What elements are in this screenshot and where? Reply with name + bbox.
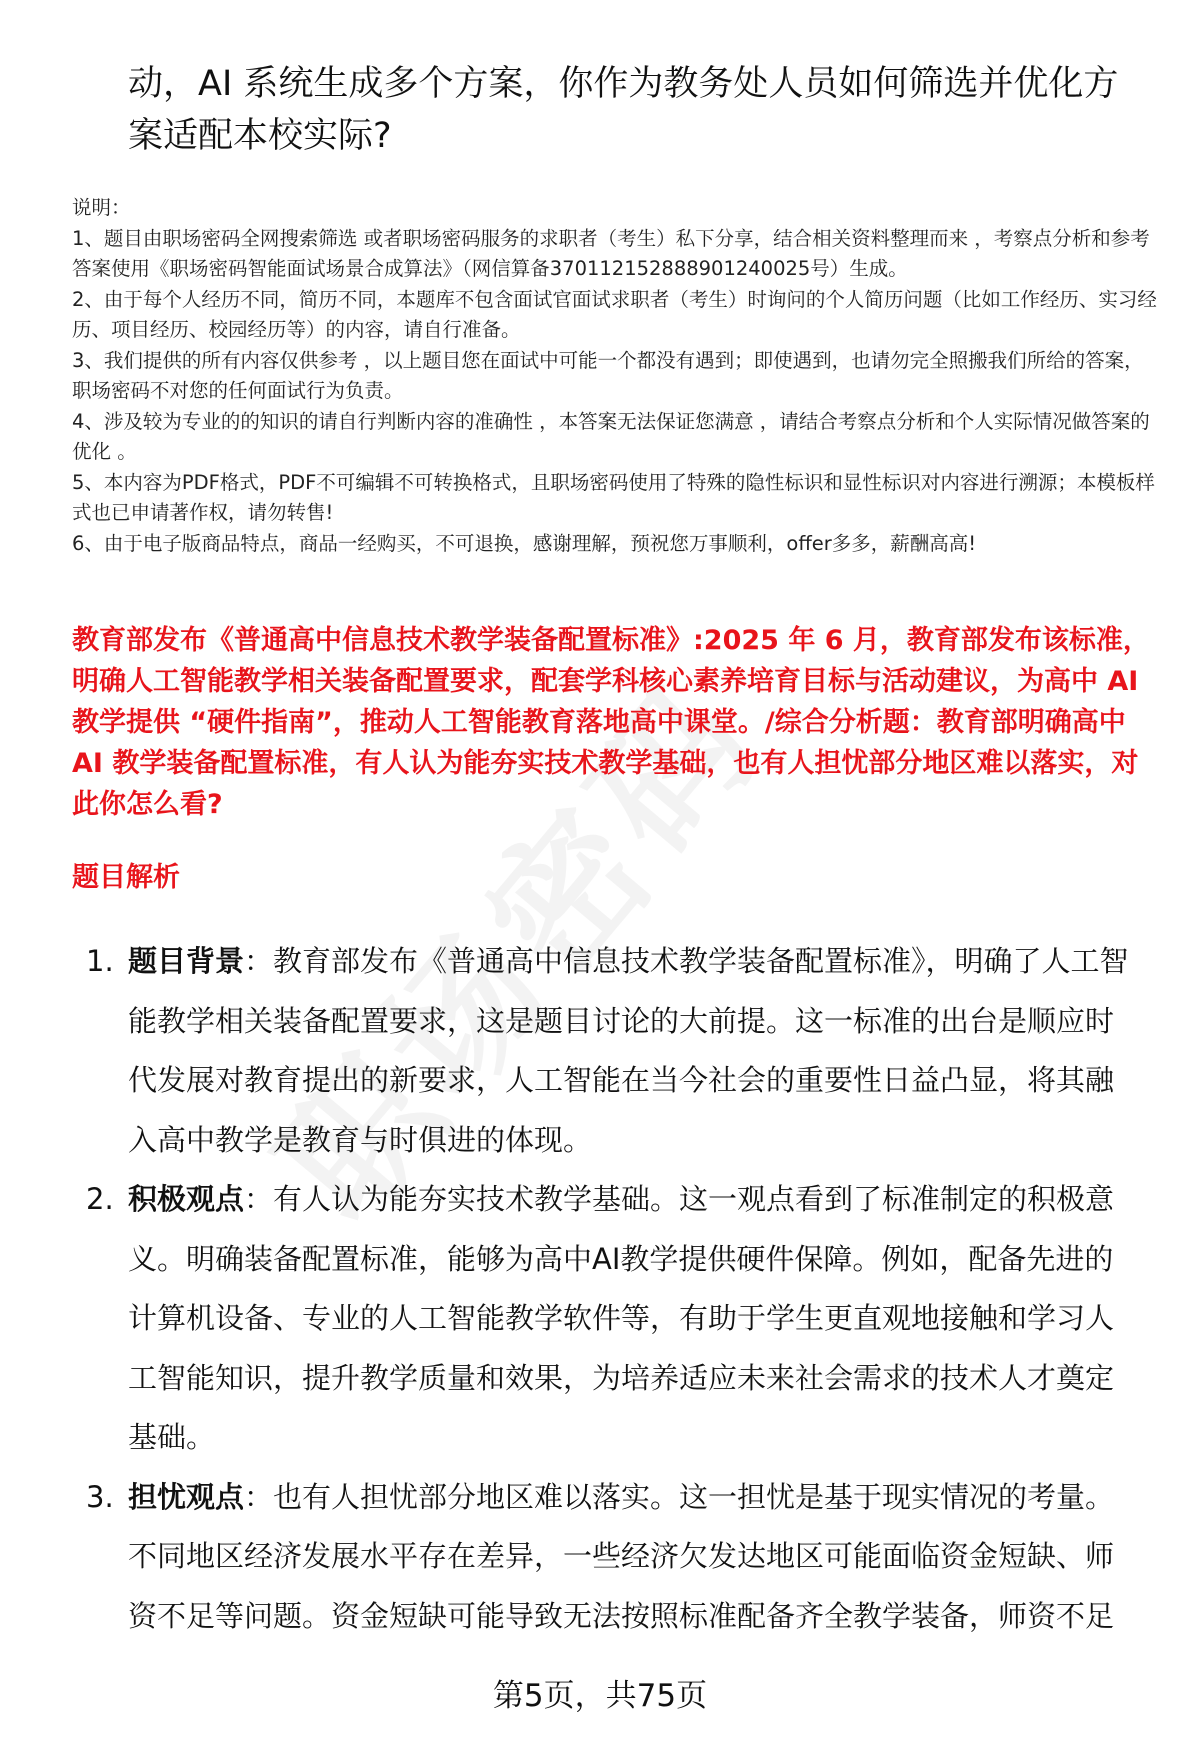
analysis-item xyxy=(80,1468,1140,1647)
analysis-item xyxy=(80,1170,1140,1468)
note-item: 3、我们提供的所有内容仅供参考 ，以上题目您在面试中可能一个都没有遇到；即使遇到，也请勿完全照搬我们所给的答案，职场密码不对您的任何面试行为负责。 xyxy=(72,348,1144,402)
page-footer: 第5页，共75页 xyxy=(492,1678,708,1714)
note-item: 5、本内容为PDF格式，PDF不可编辑不可转换格式，且职场密码使用了特殊的隐性标识和显性标识对内容进行溯源；本模板样式也已申请著作权，请勿转售! xyxy=(72,470,1155,524)
previous-question-tail: 动，AI 系统生成多个方案，你作为教务处人员如何筛选并优化方案适配本校实际? xyxy=(128,64,1119,156)
item-text: ：有人认为能夯实技术教学基础。这一观点看到了标准制定的积极意义。明确装备配置标准，能够为高中AI教学提供硬件保障。例如，配备先进的计算机设备、专业的人工智能教学软件等，有助于学生更直观地接触和学习人工智能知识，提升教学质量和效果，为培养适应未来社会需求的技术人才奠定基础。 xyxy=(128,1182,1115,1454)
item-number: 2. xyxy=(86,1182,114,1216)
item-keyword: 担忧观点 xyxy=(128,1479,245,1514)
question-title: 教育部发布《普通高中信息技术教学装备配置标准》:2025 年 6 月，教育部发布该标准，明确人工智能教学相关装备配置要求，配套学科核心素养培育目标与活动建议，为高中 AI 教学提供 “硬件指南”，推动人工智能教育落地高中课堂。/综合分析题：教育部明确高中 AI 教学装备配置标准，有人认为能夯实技术教学基础，也有人担忧部分地区难以落实，对此你怎么看? xyxy=(72,625,1150,820)
item-number: 1. xyxy=(86,944,114,978)
item-text: ：也有人担忧部分地区难以落实。这一担忧是基于现实情况的考量。不同地区经济发展水平存在差异，一些经济欠发达地区可能面临资金短缺、师资不足等问题。资金短缺可能导致无法按照标准配备齐全教学装备，师资不足 xyxy=(128,1479,1115,1633)
item-text: ：教育部发布《普通高中信息技术教学装备配置标准》，明确了人工智能教学相关装备配置要求，这是题目讨论的大前提。这一标准的出台是顺应时代发展对教育提出的新要求，人工智能在当今社会的重要性日益凸显，将其融入高中教学是教育与时俱进的体现。 xyxy=(128,944,1129,1157)
notes-title: 说明： xyxy=(72,196,131,219)
analysis-item xyxy=(80,932,1140,1170)
analysis-list xyxy=(80,932,1140,1646)
item-keyword: 题目背景 xyxy=(128,944,245,978)
notes-section xyxy=(72,193,1157,559)
item-keyword: 积极观点 xyxy=(128,1182,245,1216)
item-number: 3. xyxy=(86,1479,114,1514)
note-item: 1、题目由职场密码全网搜索筛选 或者职场密码服务的求职者（考生）私下分享，结合相关资料整理而来 ，考察点分析和参考答案使用《职场密码智能面试场景合成算法》（网信算备370112152888901240025号）生成。 xyxy=(72,226,1150,280)
note-item: 4、涉及较为专业的的知识的请自行判断内容的准确性 ，本答案无法保证您满意 ，请结合考察点分析和个人实际情况做答案的优化 。 xyxy=(72,409,1150,463)
note-item: 2、由于每个人经历不同，简历不同，本题库不包含面试官面试求职者（考生）时询问的个人简历问题（比如工作经历、实习经历、项目经历、校园经历等）的内容，请自行准备。 xyxy=(72,287,1157,341)
analysis-heading: 题目解析 xyxy=(72,862,180,893)
note-item: 6、由于电子版商品特点，商品一经购买，不可退换，感谢理解，预祝您万事顺利，offer多多，薪酬高高! xyxy=(72,531,977,555)
